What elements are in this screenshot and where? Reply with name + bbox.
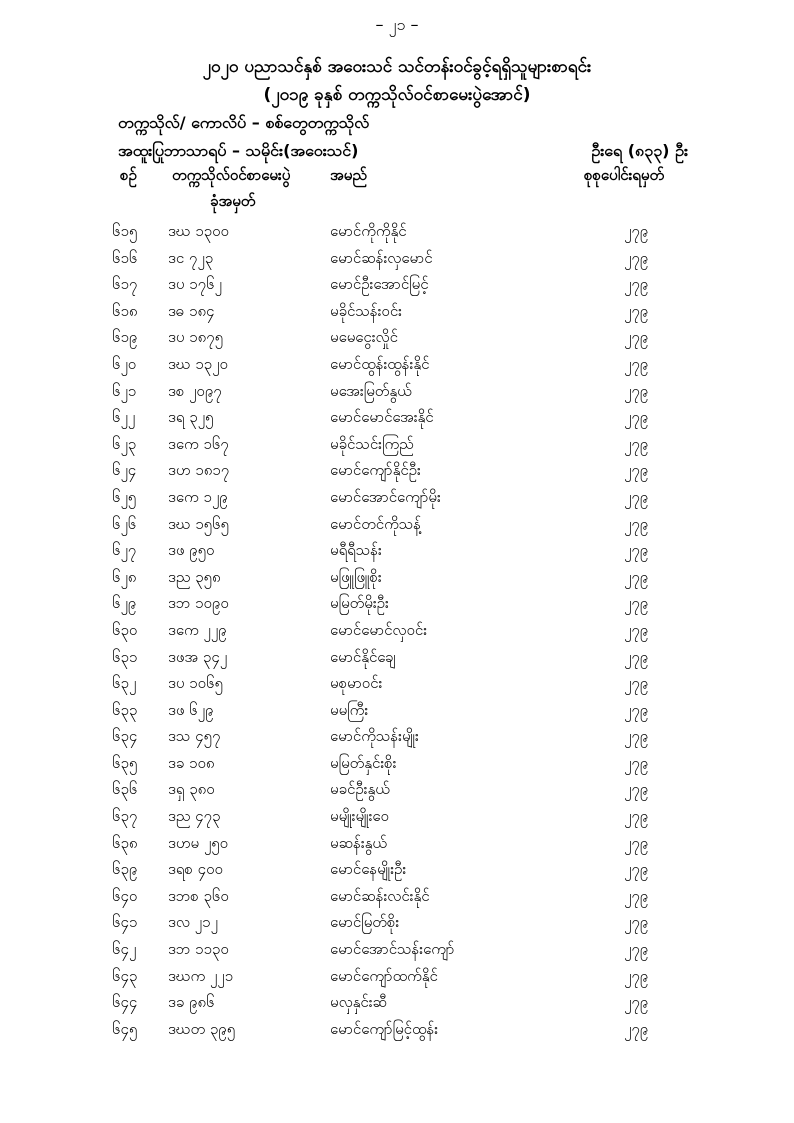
- student-name: မဖြူဖြူစိုး: [330, 567, 382, 586]
- table-row: [0, 858, 794, 885]
- total-score: ၂၇၉: [624, 408, 649, 427]
- total-score: ၂၇၉: [624, 940, 649, 959]
- row-number: ၆၂၀: [112, 354, 137, 373]
- row-number: ၆၄၃: [112, 966, 138, 985]
- university-label: တက္ကသိုလ်/ ကောလိပ် – စစ်တွေတက္ကသိုလ်: [118, 113, 370, 132]
- roll-number: ဒည ၄၇၃: [168, 807, 221, 826]
- table-row: [0, 991, 794, 1018]
- total-score: ၂၇၉: [624, 700, 649, 719]
- column-header-roll-sub: ခုံအမှတ်: [210, 192, 256, 210]
- table-row: [0, 938, 794, 965]
- total-score: ၂၇၉: [624, 275, 649, 294]
- table-row: [0, 699, 794, 726]
- document-title: ၂၀၂၀ ပညာသင်နှစ် အဝေးသင် သင်တန်းဝင်ခွင့်ရရှိသူများစာရင်း: [202, 57, 592, 77]
- roll-number: ဒဃက ၂၂၁: [168, 966, 234, 985]
- student-name: မမျိုးမျိုးဝေ: [330, 807, 389, 826]
- table-row: [0, 486, 794, 513]
- roll-number: ဒဃ ၁၃၀၀: [168, 222, 229, 240]
- row-number: ၆၃၈: [112, 833, 138, 852]
- roll-number: ဒကေ ၂၂၉: [168, 620, 227, 639]
- student-name: မမြတ်နှင်းစိုး: [330, 753, 397, 772]
- total-score: ၂၇၉: [624, 248, 649, 267]
- student-name: မောင်တင်ကိုသန့်: [330, 514, 422, 533]
- table-row: [0, 513, 794, 540]
- student-name: မောင်ကျော်နိုင်ဦး: [330, 461, 421, 480]
- total-score: ၂၇၉: [624, 753, 649, 772]
- student-name: မောင်ကိုသန်းမျိုး: [330, 727, 419, 746]
- student-name: မမေငွေးလှိုင်: [330, 328, 398, 347]
- roll-number: ဒဖ ၆၂၉: [168, 700, 214, 719]
- roll-number: ဒဃ ၁၅၆၅: [168, 514, 229, 533]
- table-row: [0, 885, 794, 912]
- student-name: မောင်မောင်အေးနိုင်: [330, 408, 434, 427]
- total-score: ၂၇၉: [624, 966, 649, 985]
- total-score: ၂၇၉: [624, 860, 649, 879]
- student-name: မောင်ဆန်းလှမောင်: [330, 248, 433, 267]
- row-number: ၆၄၁: [112, 913, 138, 932]
- roll-number: ဒည ၃၅၈: [168, 567, 221, 586]
- student-name: မရီရီသန်း: [330, 541, 382, 560]
- roll-number: ဒလ ၂၁၂: [168, 913, 218, 932]
- student-name: မောင်မောင်လှဝင်း: [330, 620, 428, 639]
- row-number: ၆၃၆: [112, 780, 138, 799]
- total-score: ၂၇၉: [624, 381, 649, 400]
- total-score: ၂၇၉: [624, 487, 649, 506]
- row-number: ၆၂၇: [112, 541, 137, 560]
- roll-number: ဒဖ ၉၅၀: [168, 541, 215, 560]
- total-score: ၂၇၉: [624, 807, 649, 826]
- roll-number: ဒဟမ ၂၅၀: [168, 833, 229, 852]
- roll-number: ဒဃ ၁၃၂၀: [168, 354, 228, 373]
- total-score: ၂၇၉: [624, 674, 649, 693]
- table-row: [0, 326, 794, 353]
- row-number: ၆၂၄: [112, 461, 137, 480]
- table-row: [0, 646, 794, 673]
- row-number: ၆၁၉: [112, 328, 138, 347]
- total-score: ၂၇၉: [624, 1019, 649, 1038]
- row-number: ၆၃၉: [112, 860, 138, 879]
- row-number: ၆၃၀: [112, 620, 138, 639]
- row-number: ၆၂၁: [112, 381, 137, 400]
- total-score: ၂၇၉: [624, 620, 649, 639]
- row-number: ၆၁၇: [112, 275, 138, 294]
- table-row: [0, 725, 794, 752]
- row-number: ၆၂၅: [112, 487, 137, 506]
- student-name: မလှနှင်းဆီ: [330, 993, 388, 1012]
- roll-number: ဒခ ၉၈၆: [168, 993, 215, 1012]
- table-row: [0, 459, 794, 486]
- roll-number: ဒခ ၁၀၈: [168, 753, 215, 772]
- table-row: [0, 273, 794, 300]
- table-row: [0, 592, 794, 619]
- row-number: ၆၃၁: [112, 647, 138, 666]
- row-number: ၆၃၃: [112, 700, 138, 719]
- roll-number: ဒရှ ၃၈၀: [168, 780, 215, 799]
- table-row: [0, 220, 794, 247]
- total-score: ၂၇၉: [624, 434, 649, 453]
- row-number: ၆၁၆: [112, 248, 138, 267]
- total-score: ၂၇၉: [624, 727, 649, 746]
- row-number: ၆၂၃: [112, 434, 137, 453]
- row-number: ၆၄၀: [112, 886, 138, 905]
- column-header-total: စုစုပေါင်းရမှတ်: [584, 166, 665, 184]
- roll-number: ဒသ ၄၅၇: [168, 727, 221, 746]
- roll-number: ဒပ ၁၈၇၅: [168, 328, 224, 347]
- roll-number: ဒဟ ၁၈၁၇: [168, 461, 230, 480]
- roll-number: ဒင ၇၂၃: [168, 248, 214, 267]
- student-name: မခင်ဦးနွယ်: [330, 780, 390, 799]
- row-number: ၆၃၇: [112, 807, 138, 826]
- total-score: ၂၇၉: [624, 461, 649, 480]
- major-label: အထူးပြုဘာသာရပ် – သမိုင်း(အဝေးသင်): [118, 141, 359, 160]
- student-name: မောင်အောင်ကျော်မိုး: [330, 487, 441, 506]
- roll-number: ဒကေ ၁၆၇: [168, 434, 229, 453]
- row-number: ၆၂၂: [112, 408, 136, 427]
- total-score: ၂၇၉: [624, 993, 649, 1012]
- table-row: [0, 1018, 794, 1045]
- roll-number: ဒဃတ ၃၉၅: [168, 1019, 236, 1038]
- row-number: ၆၁၅: [112, 222, 138, 240]
- student-name: မောင်နေမျိုးဦး: [330, 860, 407, 879]
- student-name: မအေးမြတ်နွယ်: [330, 381, 412, 400]
- roll-number: ဒဘ ၁၁၃၀: [168, 940, 229, 959]
- roll-number: ဒကေ ၁၂၉: [168, 487, 228, 506]
- table-row: [0, 672, 794, 699]
- table-row: [0, 380, 794, 407]
- table-row: [0, 247, 794, 274]
- table-row: [0, 406, 794, 433]
- table-row: [0, 353, 794, 380]
- table-row: [0, 539, 794, 566]
- page-number: – ၂၁ –: [375, 15, 419, 34]
- row-number: ၆၄၅: [112, 1019, 138, 1038]
- row-number: ၆၃၂: [112, 674, 137, 693]
- student-name: မမကြီး: [330, 700, 369, 719]
- column-header-no: စဉ်: [120, 166, 137, 184]
- roll-number: ဒဘစ ၃၆၀: [168, 886, 229, 905]
- student-name: မခိုင်သန်းဝင်း: [330, 301, 402, 320]
- total-score: ၂၇၉: [624, 301, 649, 320]
- total-score: ၂၇၉: [624, 594, 649, 613]
- student-list: [0, 220, 794, 1044]
- student-name: မောင်အောင်သန်းကျော်: [330, 940, 455, 959]
- table-row: [0, 778, 794, 805]
- student-name: မစုမာဝင်း: [330, 674, 383, 693]
- total-score: ၂၇၉: [624, 354, 649, 373]
- row-number: ၆၂၉: [112, 594, 137, 613]
- student-name: မောင်ဆန်းလင်းနိုင်: [330, 886, 430, 905]
- total-score: ၂၇၉: [624, 328, 649, 347]
- roll-number: ဒဖအ ၃၄၂: [168, 647, 228, 666]
- row-number: ၆၃၅: [112, 753, 138, 772]
- student-name: မမြတ်မိုးဦး: [330, 594, 389, 613]
- roll-number: ဒစ ၂၀၉၇: [168, 381, 222, 400]
- row-number: ၆၄၂: [112, 940, 137, 959]
- table-row: [0, 566, 794, 593]
- total-score: ၂၇၉: [624, 541, 649, 560]
- total-score: ၂၇၉: [624, 833, 649, 852]
- total-score: ၂၇၉: [624, 647, 649, 666]
- table-row: [0, 832, 794, 859]
- document-subtitle: (၂၀၁၉ ခုနှစ် တက္ကသိုလ်ဝင်စာမေးပွဲအောင်): [263, 85, 531, 105]
- table-row: [0, 752, 794, 779]
- table-row: [0, 965, 794, 992]
- column-header-name: အမည်: [330, 166, 367, 184]
- column-header-roll: တက္ကသိုလ်ဝင်စာမေးပွဲ: [172, 166, 291, 184]
- roll-number: ဒရ ၃၂၅: [168, 408, 214, 427]
- total-score: ၂၇၉: [624, 913, 649, 932]
- row-number: ၆၃၄: [112, 727, 138, 746]
- roll-number: ဒရစ ၄၀၀: [168, 860, 223, 879]
- student-name: မခိုင်သင်းကြည်: [330, 434, 414, 453]
- row-number: ၆၁၈: [112, 301, 138, 320]
- roll-number: ဒဓ ၁၈၄: [168, 301, 215, 320]
- student-name: မောင်ထွန်းထွန်းနိုင်: [330, 354, 430, 373]
- roll-number: ဒဘ ၁၀၉၀: [168, 594, 229, 613]
- row-number: ၆၂၆: [112, 514, 137, 533]
- student-name: မောင်ကျော်မြင့်ထွန်း: [330, 1019, 439, 1038]
- total-score: ၂၇၉: [624, 780, 649, 799]
- table-row: [0, 300, 794, 327]
- student-name: မောင်ကိုကိုနိုင်: [330, 222, 407, 240]
- student-name: မဆန်းနွယ်: [330, 833, 387, 852]
- roll-number: ဒပ ၁၀၆၅: [168, 674, 223, 693]
- total-count-label: ဦးရေ (၈၃၃) ဦး: [591, 141, 688, 160]
- total-score: ၂၇၉: [624, 567, 649, 586]
- student-name: မောင်ကျော်ထက်နိုင်: [330, 966, 438, 985]
- student-name: မောင်မြတ်စိုး: [330, 913, 400, 932]
- student-name: မောင်ဦးအောင်မြင့်: [330, 275, 429, 294]
- roll-number: ဒပ ၁၇၆၂: [168, 275, 222, 294]
- table-row: [0, 911, 794, 938]
- total-score: ၂၇၉: [624, 886, 649, 905]
- row-number: ၆၂၈: [112, 567, 137, 586]
- table-row: [0, 433, 794, 460]
- row-number: ၆၄၄: [112, 993, 138, 1012]
- student-name: မောင်နိုင်ချေ: [330, 647, 396, 666]
- table-row: [0, 805, 794, 832]
- total-score: ၂၇၉: [624, 514, 649, 533]
- total-score: ၂၇၉: [624, 222, 649, 240]
- table-row: [0, 619, 794, 646]
